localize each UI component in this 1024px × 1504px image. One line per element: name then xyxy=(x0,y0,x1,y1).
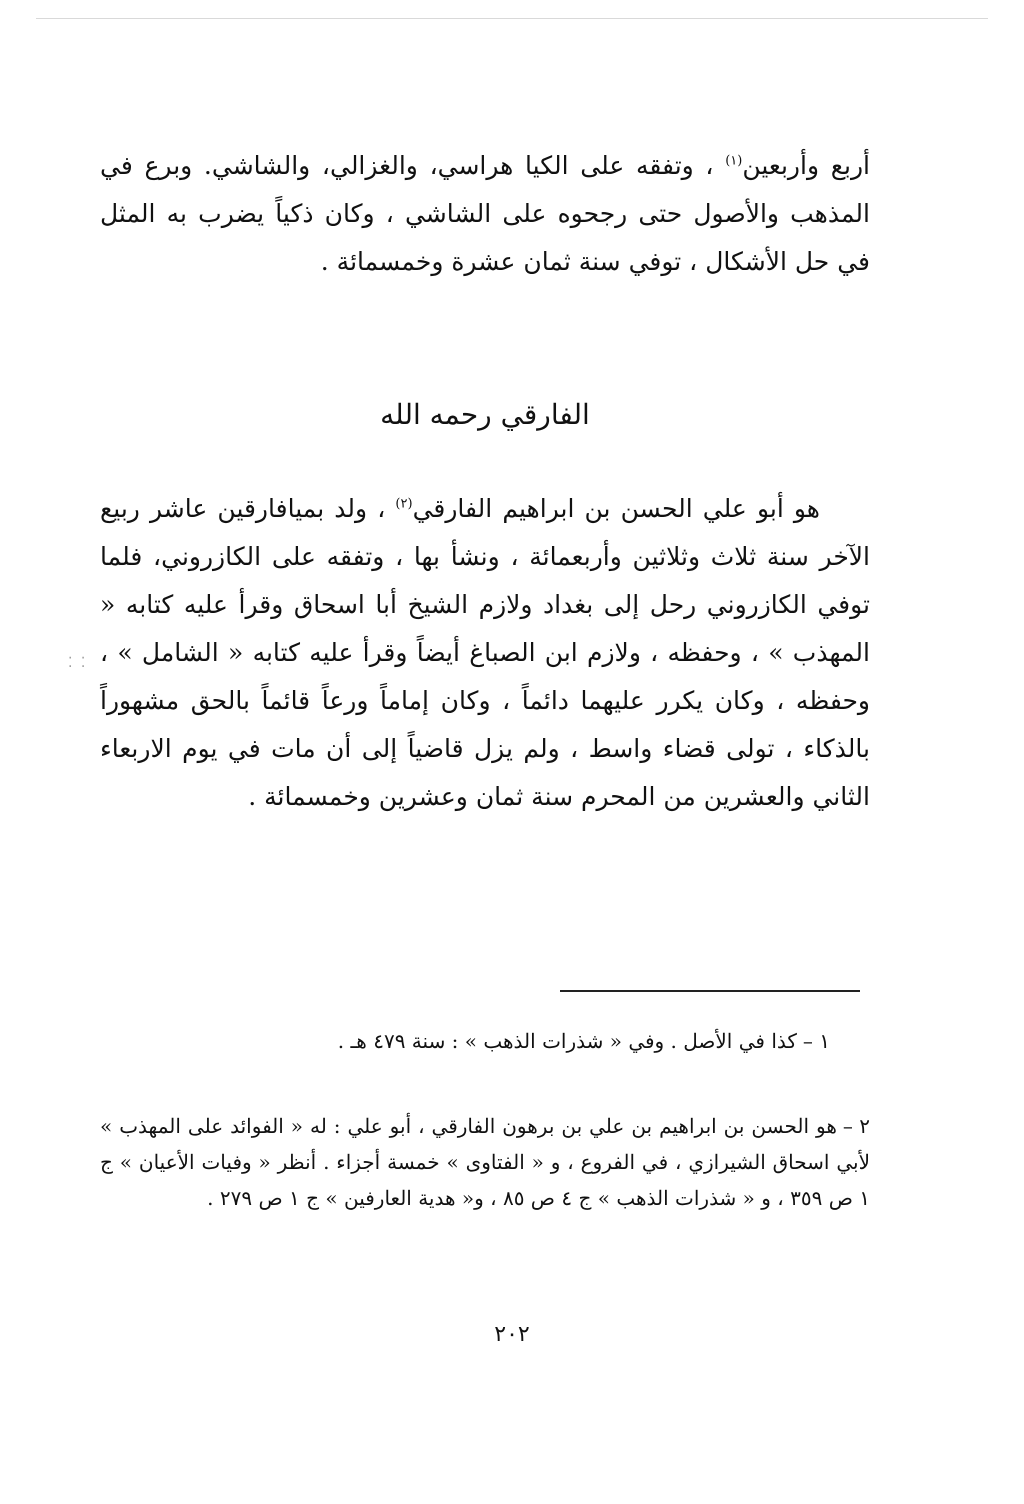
footnote-ref-1: (١) xyxy=(725,153,743,169)
footnote-separator xyxy=(560,990,860,992)
section-title: الفارقي رحمه الله xyxy=(380,398,590,431)
continuation-paragraph xyxy=(100,142,870,286)
footnote-ref-2: (٢) xyxy=(395,496,413,512)
biography-text-end: ، ولد بميافارقين عاشر ربيع الآخر سنة ثلاث وثلاثين وأربعمائة ، ونشأ بها ، وتفقه على الكازروني، فلما توفي الكازروني رحل إلى بغداد ولازم الشيخ أبا اسحاق وقرأ عليه كتابه « المهذب » ، وحفظه ، ولازم ابن الصباغ أيضاً وقرأ عليه كتابه « الشامل » ، وحفظه ، وكان يكرر عليهما دائماً ، وكان إماماً ورعاً قائماً بالحق مشهوراً بالذكاء ، تولى قضاء واسط ، ولم يزل قاضياً إلى أن مات في يوم الاربعاء الثاني والعشرين من المحرم سنة ثمان وعشرين وخمسمائة . xyxy=(100,494,870,811)
footnote-1-number: ١ – xyxy=(802,1029,830,1053)
margin-mark: ⁚ ⁚ xyxy=(68,655,88,671)
continuation-text-end: ، وتفقه على الكيا هراسي، والغزالي، والشاشي. وبرع في المذهب والأصول حتى رجحوه على الشاشي ، وكان ذكياً يضرب به المثل في حل الأشكال ، توفي سنة ثمان عشرة وخمسمائة . xyxy=(100,151,870,276)
footnote-2-number: ٢ – xyxy=(842,1114,870,1138)
biography-paragraph xyxy=(100,485,870,821)
footnote-1-text: كذا في الأصل . وفي « شذرات الذهب » : سنة ٤٧٩ هـ . xyxy=(337,1029,797,1053)
continuation-text-start: أربع وأربعين xyxy=(742,151,870,180)
top-edge-rule xyxy=(36,18,988,19)
footnote-1 xyxy=(100,1023,830,1059)
footnote-2 xyxy=(100,1108,870,1216)
biography-text-start: هو أبو علي الحسن بن ابراهيم الفارقي xyxy=(412,494,820,523)
page-number: ٢٠٢ xyxy=(494,1322,530,1347)
footnote-2-text: هو الحسن بن ابراهيم بن علي بن برهون الفارقي ، أبو علي : له « الفوائد على المهذب » لأبي اسحاق الشيرازي ، في الفروع ، و « الفتاوى » خمسة أجزاء . أنظر « وفيات الأعيان » ج ١ ص ٣٥٩ ، و « شذرات الذهب » ج ٤ ص ٨٥ ، و« هدية العارفين » ج ١ ص ٢٧٩ . xyxy=(100,1114,870,1210)
